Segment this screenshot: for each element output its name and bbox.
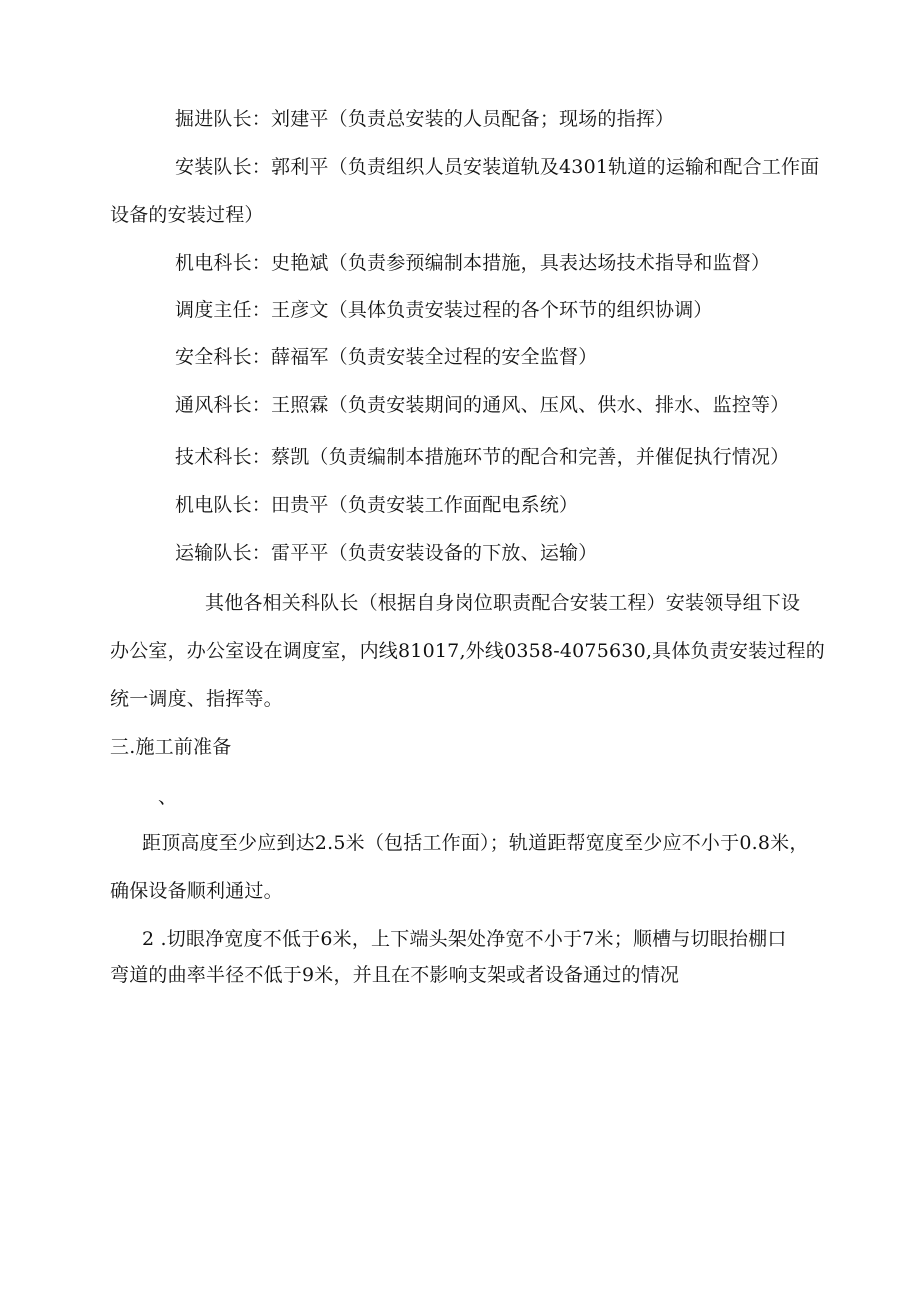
staff-description: 蔡凯（负责编制本措施环节的配合和完善，并催促执行情况）: [271, 446, 790, 468]
staff-description: 田贵平（负责安装工作面配电系统）: [271, 494, 579, 516]
staff-description: 王照霖（负责安装期间的通风、压风、供水、排水、监控等）: [271, 394, 790, 416]
office-text: 办公室，办公室设在调度室，内线81017,外线0358-4075630,具体负责安装过程的: [110, 640, 825, 662]
staff-role: 掘进队长：: [175, 108, 272, 130]
staff-line-electromechanical-team-leader: [175, 492, 578, 518]
staff-description: 史艳斌（负责参预编制本措施，具表达场技术指导和监督）: [271, 252, 771, 274]
requirement-paragraph-2-line-2: [110, 962, 679, 988]
staff-role: 调度主任：: [175, 299, 272, 321]
requirement-paragraph-1-line-1: [142, 830, 809, 856]
staff-description: 王彦文（具体负责安装过程的各个环节的组织协调）: [271, 299, 713, 321]
office-text: 其他各相关科队长（根据自身岗位职责配合安装工程）安装领导组下设: [205, 592, 801, 614]
staff-role: 机电科长：: [175, 252, 272, 274]
mark-text: 、: [158, 786, 178, 808]
staff-description: 郭利平（负责组织人员安装道轨及4301轨道的运输和配合工作面: [271, 156, 820, 178]
staff-role: 运输队长：: [175, 542, 272, 564]
office-paragraph-line-2: [110, 638, 825, 664]
requirement-text: 距顶高度至少应到达2.5米（包括工作面）；轨道距帮宽度至少应不小于0.8米，: [142, 832, 809, 854]
staff-line-technical-section-chief: [175, 444, 789, 470]
stray-punctuation-mark: [158, 784, 177, 810]
office-paragraph-line-3: [110, 686, 283, 712]
requirement-text: 确保设备顺利通过。: [110, 880, 283, 902]
staff-description: 雷平平（负责安装设备的下放、运输）: [271, 542, 598, 564]
office-text: 统一调度、指挥等。: [110, 688, 283, 710]
staff-description-continued: 设备的安装过程）: [110, 204, 264, 226]
staff-role: 安全科长：: [175, 346, 272, 368]
staff-line-tunneling-team-leader: [175, 106, 674, 132]
staff-description: 薛福军（负责安装全过程的安全监督）: [271, 346, 598, 368]
section-heading: [110, 734, 231, 760]
staff-role: 机电队长：: [175, 494, 272, 516]
staff-line-ventilation-section-chief: [175, 392, 789, 418]
staff-line-dispatch-director: [175, 297, 713, 323]
requirement-paragraph-2-line-1: [142, 926, 787, 952]
staff-role: 安装队长：: [175, 156, 272, 178]
staff-line-electromechanical-section-chief: [175, 250, 770, 276]
requirement-text: 弯道的曲率半径不低于9米，并且在不影响支架或者设备通过的情况: [110, 964, 680, 986]
requirement-paragraph-1-line-2: [110, 878, 283, 904]
staff-line-installation-team-leader: [175, 154, 819, 180]
office-paragraph-line-1: [205, 590, 800, 616]
staff-role: 通风科长：: [175, 394, 272, 416]
staff-line-safety-section-chief: [175, 344, 597, 370]
staff-line-transport-team-leader: [175, 540, 597, 566]
requirement-text: 2 .切眼净宽度不低于6米，上下端头架处净宽不小于7米；顺槽与切眼抬棚口: [142, 928, 787, 950]
staff-role: 技术科长：: [175, 446, 272, 468]
staff-description: 刘建平（负责总安装的人员配备；现场的指挥）: [271, 108, 675, 130]
section-heading-text: 三.施工前准备: [110, 736, 232, 758]
staff-line-continuation: [110, 202, 264, 228]
